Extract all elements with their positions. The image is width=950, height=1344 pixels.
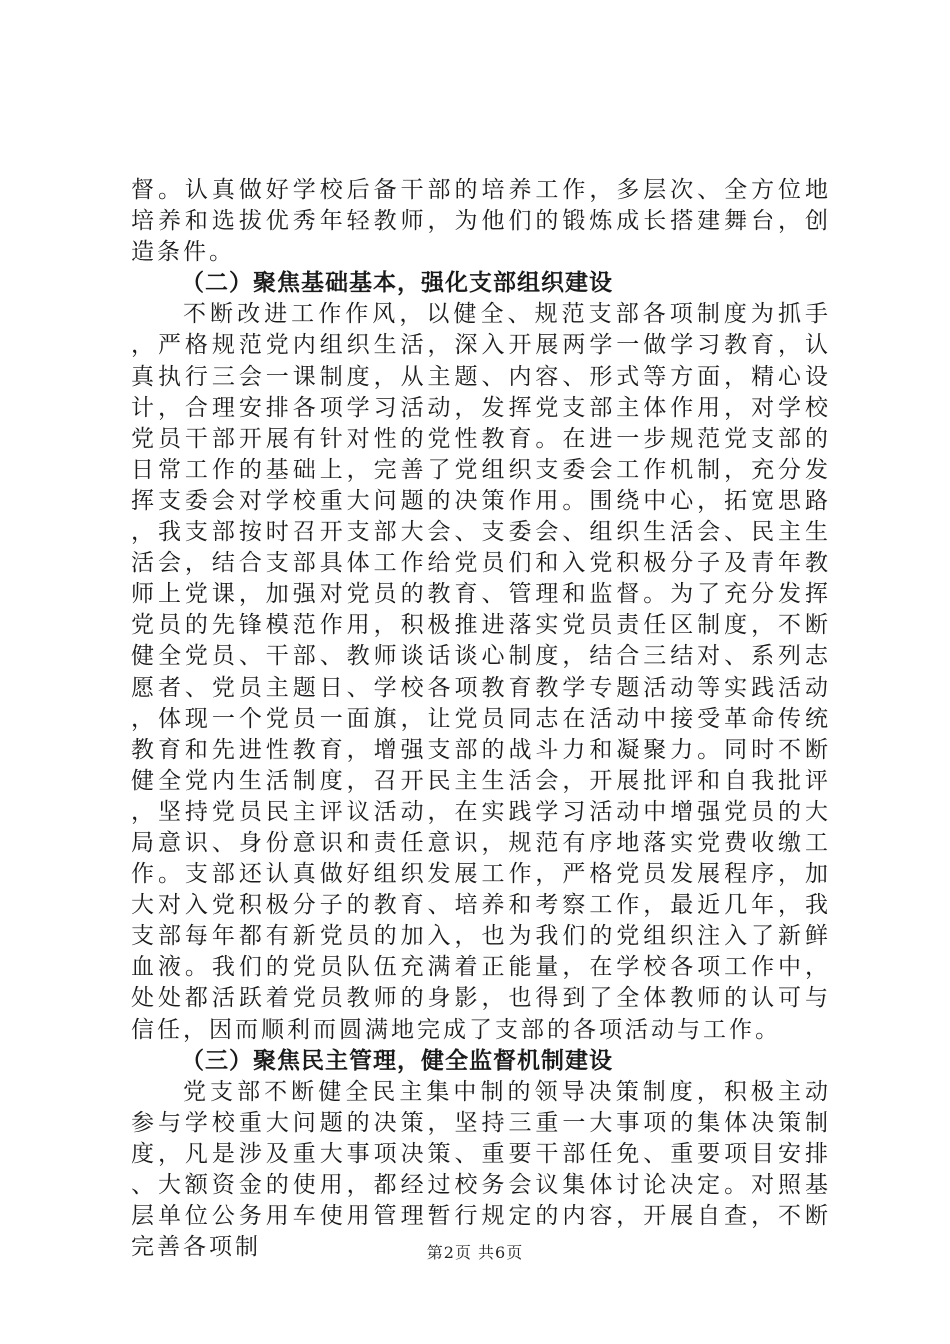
paragraph-democratic-management: 党支部不断健全民主集中制的领导决策制度，积极主动参与学校重大问题的决策，坚持三重一大事项的集体决策制度，凡是涉及重大事项决策、重要干部任免、重要项目安排、大额资金的使用，都经过校务会议集体讨论决定。对照基层单位公务用车使用管理暂行规定的内容，开展自查，不断完善各项制	[131, 1078, 831, 1261]
page-number-footer: 第2页 共6页	[426, 1243, 524, 1262]
section-heading-3: （三）聚焦民主管理，健全监督机制建设	[181, 1047, 613, 1074]
section-heading-2: （二）聚焦基础基本，强化支部组织建设	[181, 270, 613, 297]
paragraph-organization-building: 不断改进工作作风，以健全、规范支部各项制度为抓手，严格规范党内组织生活，深入开展两学一做学习教育，认真执行三会一课制度，从主题、内容、形式等方面，精心设计，合理安排各项学习活动，发挥党支部主体作用，对学校党员干部开展有针对性的党性教育。在进一步规范党支部的日常工作的基础上，完善了党组织支委会工作机制，充分发挥支委会对学校重大问题的决策作用。围绕中心，拓宽思路，我支部按时召开支部大会、支委会、组织生活会、民主生活会，结合支部具体工作给党员们和入党积极分子及青年教师上党课，加强对党员的教育、管理和监督。为了充分发挥党员的先锋模范作用，积极推进落实党员责任区制度，不断健全党员、干部、教师谈话谈心制度，结合三结对、系列志愿者、党员主题日、学校各项教育教学专题活动等实践活动，体现一个党员一面旗，让党员同志在活动中接受革命传统教育和先进性教育，增强支部的战斗力和凝聚力。同时不断健全党内生活制度，召开民主生活会，开展批评和自我批评，坚持党员民主评议活动，在实践学习活动中增强党员的大局意识、身份意识和责任意识，规范有序地落实党费收缴工作。支部还认真做好组织发展工作，严格党员发展程序，加大对入党积极分子的教育、培养和考察工作，最近几年，我支部每年都有新党员的加入，也为我们的党组织注入了新鲜血液。我们的党员队伍充满着正能量，在学校各项工作中，处处都活跃着党员教师的身影，也得到了全体教师的认可与信任，因而顺利而圆满地完成了支部的各项活动与工作。	[131, 301, 831, 1043]
document-body	[131, 175, 831, 1263]
paragraph-continuation: 督。认真做好学校后备干部的培养工作，多层次、全方位地培养和选拔优秀年轻教师，为他们的锻炼成长搭建舞台，创造条件。	[131, 177, 831, 266]
